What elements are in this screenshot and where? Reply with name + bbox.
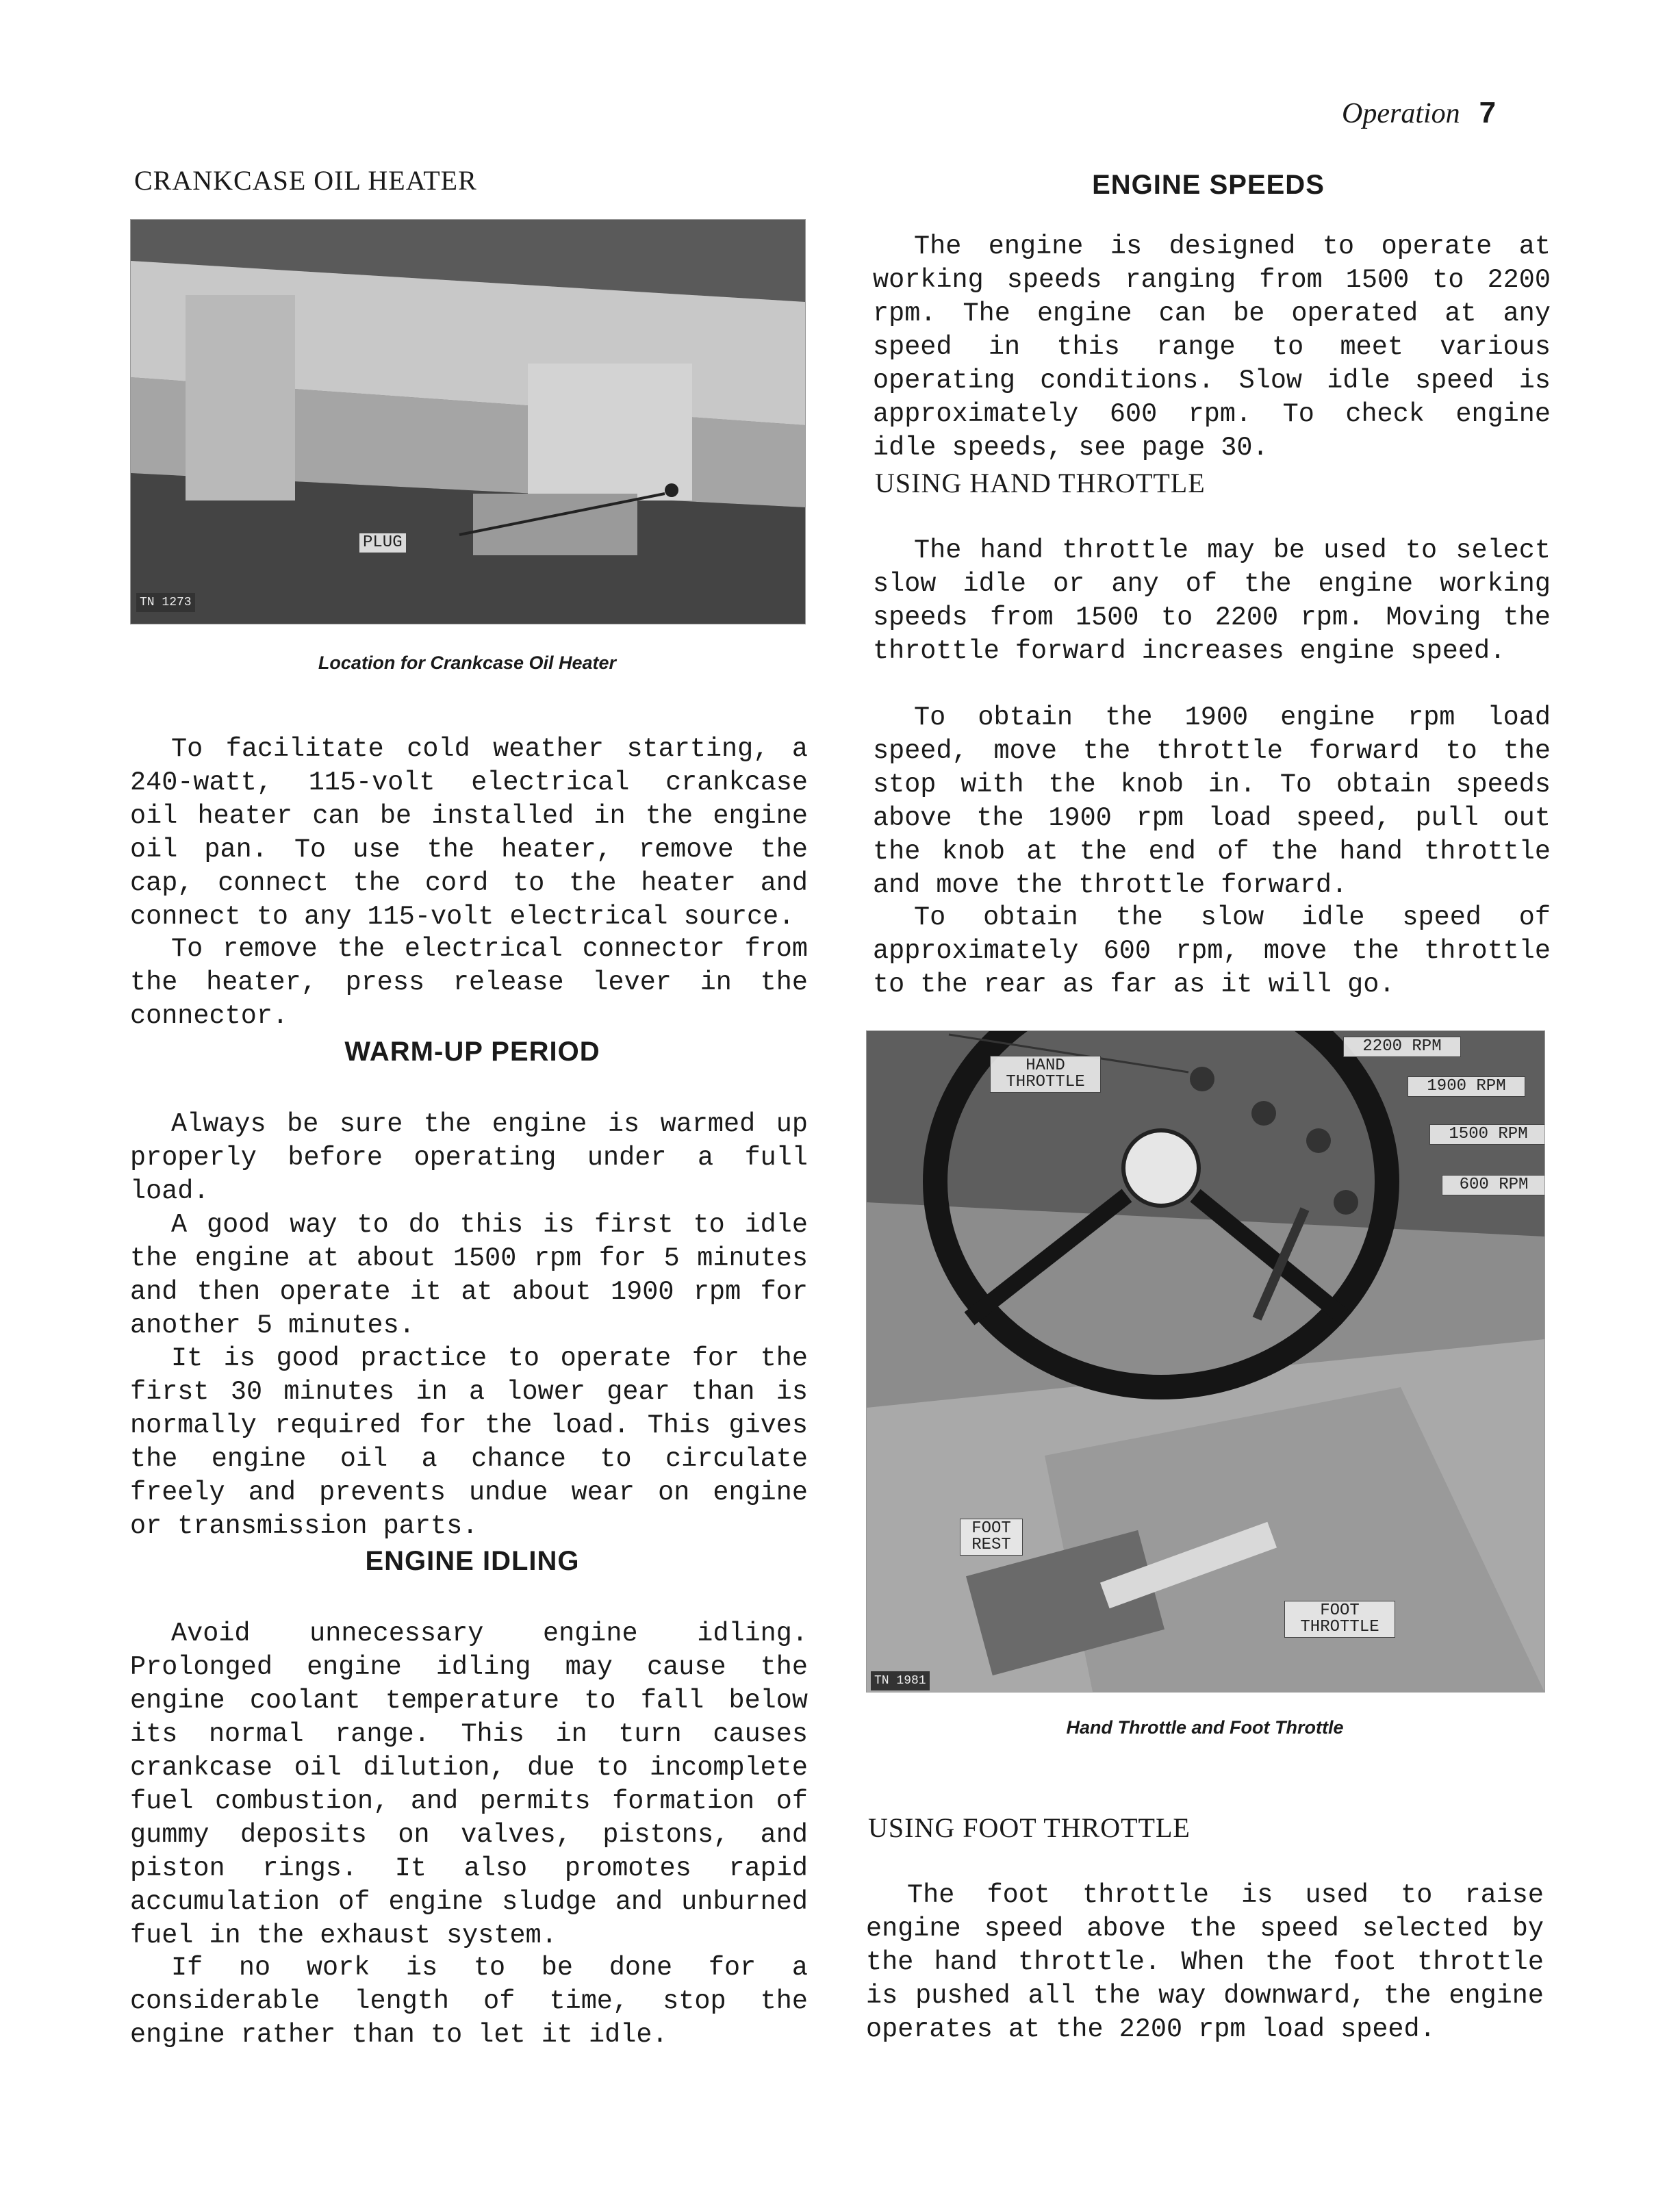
warmup-heading: WARM-UP PERIOD	[344, 1037, 600, 1067]
throttle-photo	[866, 1030, 1545, 1693]
hand-paragraph-3: To obtain the slow idle speed of approximately 600 rpm, move the throttle to the rear as far as it will go.	[873, 902, 1551, 1000]
idling-paragraph-2: If no work is to be done for a considerable length of time, stop the engine rather than to let it idle.	[130, 1953, 808, 2050]
rpm-1900-label: 1900 RPM	[1408, 1076, 1525, 1097]
rpm-2200-label: 2200 RPM	[1343, 1037, 1461, 1057]
section-name: Operation	[1342, 98, 1460, 129]
speeds-heading: ENGINE SPEEDS	[1092, 170, 1325, 200]
speeds-paragraph: The engine is designed to operate at working speeds ranging from 1500 to 2200 rpm. The engine can be operated at any speed in this range to meet various operating conditions. Slow idle speed is approximately 600 rpm. To check engine idle speeds, see page 30.	[873, 231, 1551, 463]
warmup-paragraph-2: A good way to do this is first to idle the engine at about 1500 rpm for 5 minutes and then operate it at about 1900 rpm for another 5 minutes.	[130, 1210, 808, 1341]
crankcase-heading: CRANKCASE OIL HEATER	[134, 165, 477, 196]
rpm-1500-label: 1500 RPM	[1429, 1124, 1545, 1145]
foot-throttle-label: FOOT THROTTLE	[1284, 1601, 1395, 1638]
idling-paragraph-1: Avoid unnecessary engine idling. Prolonged engine idling may cause the engine coolant temperature to fall below its normal range. This in turn causes crankcase oil dilution, due to incomplete fuel combustion, and permits formation of gummy deposits on valves, pistons, and piston rings. It also promotes rapid accumulation of engine sludge and unburned fuel in the exhaust system.	[130, 1619, 808, 1951]
idling-heading: ENGINE IDLING	[365, 1546, 580, 1576]
hand-throttle-heading: USING HAND THROTTLE	[875, 468, 1206, 498]
photo-tag: TN 1981	[871, 1671, 930, 1690]
hand-paragraph-1: The hand throttle may be used to select slow idle or any of the engine working speeds from 1500 to 2200 rpm. Moving the throttle forward increases engine speed.	[873, 535, 1551, 666]
page-header	[1342, 96, 1547, 130]
hand-throttle-label: HAND THROTTLE	[990, 1056, 1101, 1093]
hand-paragraph-2: To obtain the 1900 engine rpm load speed, move the throttle forward to the stop with the knob in. To obtain speeds above the 1900 rpm load speed, pull out the knob at the end of the hand throttle and move the throttle forward.	[873, 702, 1551, 900]
rpm-600-label: 600 RPM	[1442, 1175, 1545, 1195]
plug-label: PLUG	[359, 533, 407, 553]
heater-paragraph-2: To remove the electrical connector from the heater, press release lever in the connector.	[130, 934, 808, 1031]
foot-throttle-heading: USING FOOT THROTTLE	[868, 1812, 1191, 1843]
heater-paragraph-1: To facilitate cold weather starting, a 240-watt, 115-volt electrical crankcase oil heater can be installed in the engine oil pan. To use the heater, remove the cap, connect the cord to the heater and connect to any 115-volt electrical source.	[130, 734, 808, 932]
photo-tag: TN 1273	[136, 593, 195, 612]
throttle-caption: Hand Throttle and Foot Throttle	[1066, 1717, 1344, 1738]
crankcase-caption: Location for Crankcase Oil Heater	[318, 652, 617, 673]
page-number: 7	[1479, 96, 1497, 129]
foot-paragraph: The foot throttle is used to raise engine speed above the speed selected by the hand throttle. When the foot throttle is pushed all the way downward, the engine operates at the 2200 rpm load speed.	[866, 1880, 1544, 2044]
warmup-paragraph-1: Always be sure the engine is warmed up properly before operating under a full load.	[130, 1109, 808, 1206]
foot-rest-label: FOOT REST	[960, 1519, 1023, 1556]
warmup-paragraph-3: It is good practice to operate for the first 30 minutes in a lower gear than is normally required for the load. This gives the engine oil a chance to circulate freely and prevents undue wear on engine or transmission parts.	[130, 1343, 808, 1541]
crankcase-photo	[130, 219, 806, 624]
